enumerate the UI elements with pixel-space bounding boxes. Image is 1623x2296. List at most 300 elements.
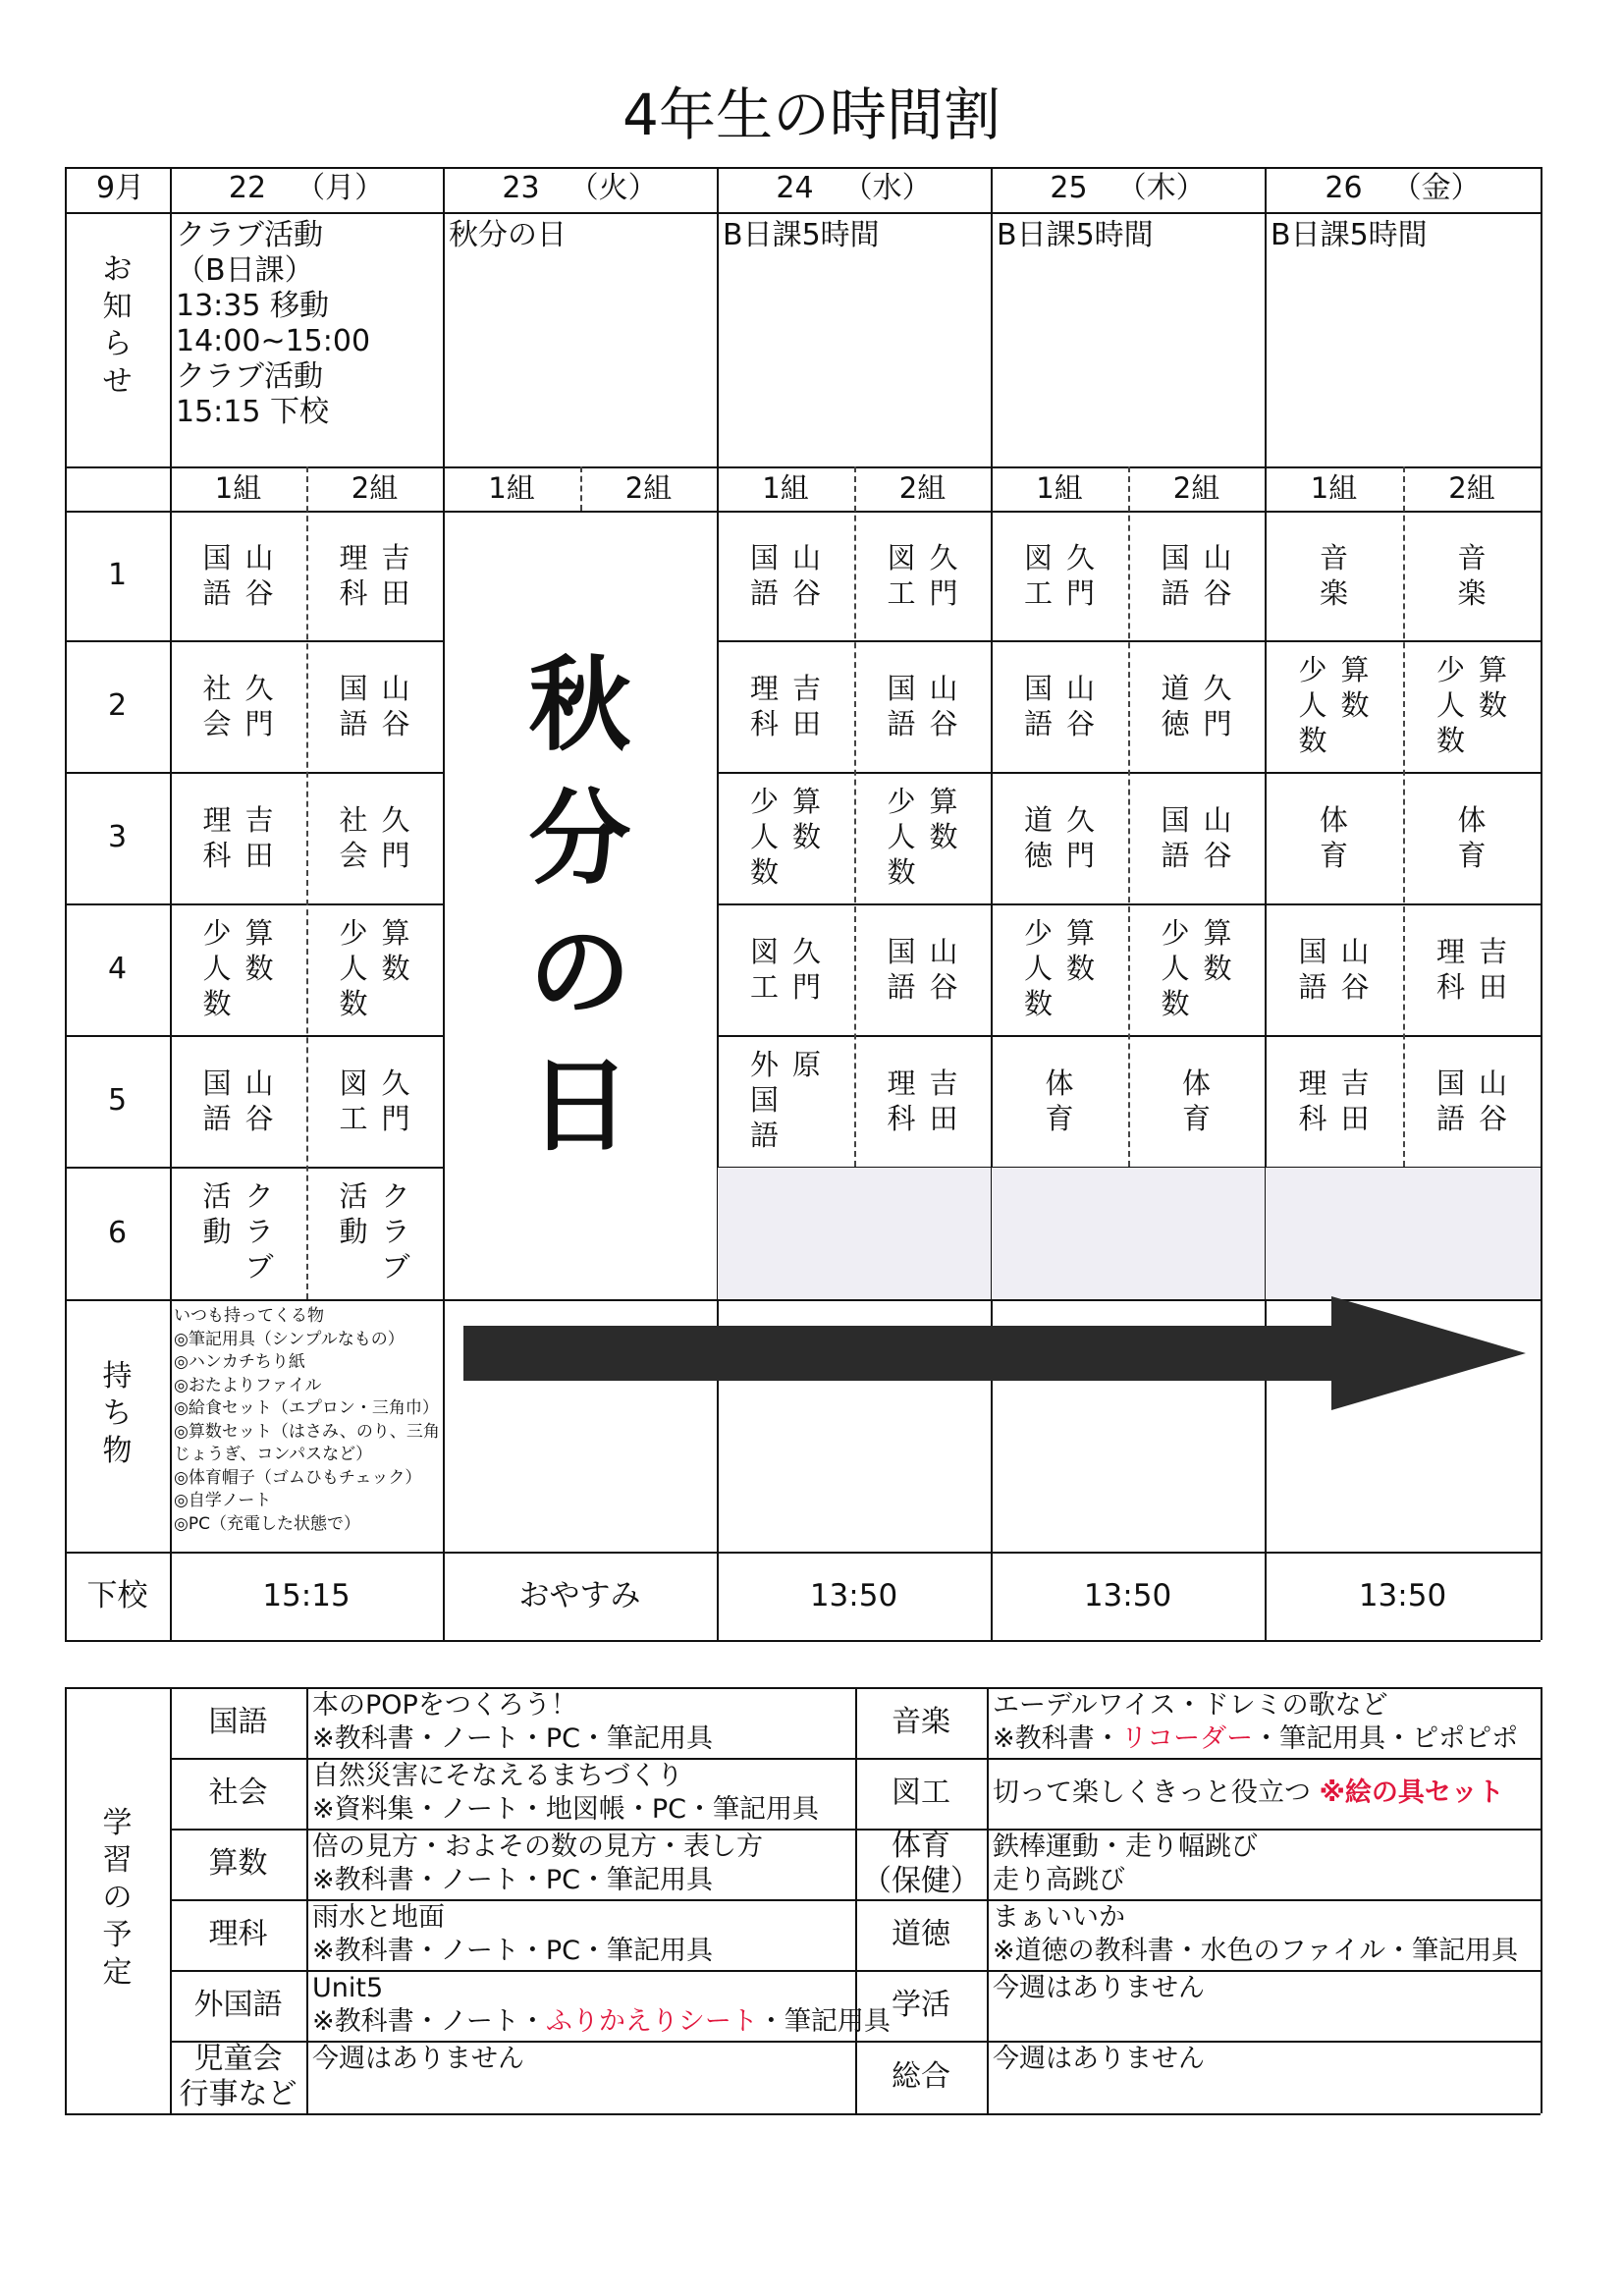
holiday-char: 日 [528, 1045, 631, 1166]
subject-char: 山 [244, 1066, 274, 1100]
subject-char: 門 [1066, 576, 1096, 610]
belongings-item: ◎自学ノート [174, 1491, 272, 1510]
subject-text-column [887, 540, 915, 611]
plan-subject-label [855, 2041, 987, 2113]
subject-char: 数 [792, 820, 822, 853]
subject-cell [1265, 772, 1403, 903]
subject-cell [717, 511, 854, 640]
subject-char: 語 [1435, 1102, 1465, 1135]
subject-char: 算 [929, 785, 958, 818]
subject-char: 谷 [792, 576, 822, 610]
grid-line [65, 2113, 1541, 2115]
plan-description [987, 2041, 1541, 2113]
subject-char: 国 [749, 1083, 779, 1117]
subject-text-column [930, 934, 958, 1005]
subject-char: 育 [1181, 1102, 1211, 1135]
day-date: 25 [1050, 171, 1088, 205]
subject-text-column [792, 784, 821, 854]
empty-period-cell [1266, 1168, 1541, 1299]
plan-subject-line: 社会 [208, 1776, 268, 1810]
subject-cell [306, 640, 443, 772]
subject-cell [717, 640, 854, 772]
plan-subject-label [855, 1899, 987, 1970]
subject-cell [306, 903, 443, 1035]
plan-description-line [993, 1935, 1541, 1968]
subject-char: 少 [1298, 653, 1327, 686]
subject-text-column [792, 934, 821, 1005]
notice-label-char: 知 [102, 290, 133, 324]
subject-char: 国 [1435, 1066, 1465, 1100]
subject-text-column [1479, 934, 1507, 1005]
subject-text-column [887, 671, 915, 741]
notice-cell [443, 212, 717, 466]
plan-description [306, 1687, 855, 1758]
subject-text-column [339, 1178, 367, 1249]
subject-cell [170, 1035, 306, 1167]
belongings-item: ◎算数セット（はさみ、のり、三角 [174, 1421, 440, 1442]
belongings-label-char: 持 [102, 1359, 133, 1394]
subject-cell [1265, 511, 1403, 640]
subject-char: 体 [1319, 803, 1348, 837]
subject-char: 人 [1161, 952, 1190, 985]
subject-text-column [1066, 540, 1095, 611]
subject-char: 数 [749, 855, 779, 889]
plan-description-line [312, 1760, 855, 1793]
subject-text-column [1024, 915, 1053, 1021]
subject-char: 体 [1045, 1066, 1074, 1100]
subject-char: 谷 [929, 707, 958, 740]
subject-char: 科 [749, 707, 779, 740]
subject-char: 育 [1045, 1102, 1074, 1135]
subject-char: 山 [1066, 672, 1096, 705]
subject-char: 語 [1023, 707, 1053, 740]
subject-char: 理 [202, 803, 232, 837]
plan-description-line [312, 1972, 855, 2005]
subject-text-column [1479, 652, 1507, 723]
subject-text-column [245, 1066, 274, 1136]
grid-line [65, 1640, 1541, 1642]
subject-char: ラ [244, 1215, 274, 1248]
subject-cell [991, 511, 1128, 640]
subject-text-column [1066, 915, 1095, 986]
subject-text-column [339, 540, 367, 611]
subject-char: 国 [887, 935, 916, 968]
plan-subject-text [892, 1988, 950, 2023]
subject-char: 語 [339, 707, 368, 740]
plan-description-text: 本のPOPをつくろう！ [312, 1690, 577, 1721]
month-label: 9月 [95, 171, 145, 205]
subject-char: 久 [1066, 541, 1096, 574]
subject-char: 数 [1479, 688, 1508, 722]
notice-cell [170, 212, 443, 466]
subject-text-column [245, 671, 274, 741]
subject-char: 谷 [1479, 1102, 1508, 1135]
belongings-list [170, 1299, 443, 1552]
plan-description-line [312, 2043, 855, 2076]
subject-char: 山 [929, 672, 958, 705]
plan-description-text: ※教科書・ノート・PC・筆記用具 [312, 1723, 713, 1754]
plan-subject-text [892, 1705, 950, 1740]
plan-subject-line: 国語 [208, 1705, 268, 1739]
plan-subject-line: 道徳 [892, 1917, 950, 1951]
notice-text: （B日課） [176, 253, 314, 288]
subject-char: 語 [1161, 576, 1190, 610]
subject-text-column [1024, 671, 1053, 741]
subject-cell [306, 772, 443, 903]
page-title: 4年生の時間割 [622, 82, 1001, 148]
subject-char: 山 [1340, 935, 1370, 968]
subject-cell [1403, 1035, 1541, 1167]
notice-label-char: ら [102, 327, 133, 361]
subject-char: 数 [1298, 724, 1327, 757]
subject-char: 少 [1023, 916, 1053, 950]
subject-char: 吉 [1340, 1066, 1370, 1100]
subject-char: ブ [244, 1250, 274, 1284]
plan-description-line [993, 1760, 1541, 1827]
subject-char: ブ [381, 1250, 410, 1284]
subject-char: 門 [1066, 839, 1096, 872]
subject-text-column [1182, 1066, 1211, 1136]
plan-description [987, 1829, 1541, 1899]
subject-char: 数 [887, 855, 916, 889]
subject-cell [854, 903, 991, 1035]
subject-char: 楽 [1457, 576, 1487, 610]
subject-char: 工 [749, 970, 779, 1004]
subject-text-column [382, 802, 410, 873]
plan-subject-text [862, 1829, 980, 1899]
subject-text-column [750, 540, 779, 611]
day-header [1265, 167, 1541, 212]
empty-period-cell [992, 1168, 1265, 1299]
subject-char: 門 [792, 970, 822, 1004]
class-group-label: 1組 [1036, 471, 1083, 505]
subject-char: 田 [1340, 1102, 1370, 1135]
subject-char: 社 [339, 803, 368, 837]
subject-cell [991, 772, 1128, 903]
study-plan-label-char: の [102, 1881, 133, 1915]
subject-char: 数 [1023, 987, 1053, 1020]
subject-text-column [1204, 540, 1232, 611]
subject-cell [1403, 772, 1541, 903]
notice-label-char: お [102, 252, 133, 287]
subject-char: 谷 [1203, 839, 1232, 872]
subject-char: 田 [1479, 970, 1508, 1004]
subject-text-column [1457, 540, 1486, 611]
plan-subject-line: 総合 [892, 2059, 950, 2094]
subject-char: 山 [244, 541, 274, 574]
subject-text-column [750, 934, 779, 1005]
subject-cell [854, 772, 991, 903]
subject-char: 久 [792, 935, 822, 968]
plan-subject-line: 外国語 [193, 1988, 283, 2022]
subject-text-column [1204, 671, 1232, 741]
subject-text-column [930, 784, 958, 854]
subject-char: ラ [381, 1215, 410, 1248]
subject-cell [717, 1035, 854, 1167]
subject-text-column [887, 934, 915, 1005]
subject-char: 図 [749, 935, 779, 968]
period-number: 4 [107, 952, 128, 986]
dismissal-time: おやすみ [518, 1578, 641, 1613]
subject-cell [1265, 1035, 1403, 1167]
subject-char: 数 [1066, 952, 1096, 985]
subject-char: 道 [1161, 672, 1190, 705]
subject-cell [717, 772, 854, 903]
subject-char: 人 [1023, 952, 1053, 985]
subject-char: 数 [339, 987, 368, 1020]
plan-subject-label [855, 1687, 987, 1758]
subject-text-column [1066, 671, 1095, 741]
subject-char: 理 [887, 1066, 916, 1100]
subject-text-column [750, 671, 779, 741]
subject-text-column [245, 802, 274, 873]
subject-char: 育 [1457, 839, 1487, 872]
day-date: 24 [776, 171, 814, 205]
subject-cell [170, 772, 306, 903]
belongings-label [65, 1358, 170, 1486]
plan-description [987, 1970, 1541, 2041]
day-weekday: （金） [1362, 171, 1481, 205]
study-plan-label [65, 1805, 170, 2001]
subject-text-column [1457, 802, 1486, 873]
subject-char: 図 [1023, 541, 1053, 574]
plan-subject-line: 行事など [179, 2077, 298, 2111]
plan-description-text: ※教科書・ノート・PC・筆記用具 [312, 1936, 713, 1966]
plan-subject-label [170, 1829, 306, 1899]
subject-cell [1265, 903, 1403, 1035]
plan-description-line [312, 1901, 855, 1935]
subject-char: 工 [887, 576, 916, 610]
dismissal-time: 15:15 [262, 1578, 351, 1613]
subject-text-column [1320, 802, 1348, 873]
subject-char: 国 [1161, 541, 1190, 574]
plan-description-text: リコーダー [1120, 1723, 1254, 1754]
subject-char: 徳 [1161, 707, 1190, 740]
subject-char: 少 [339, 916, 368, 950]
subject-char: 社 [202, 672, 232, 705]
subject-cell [170, 640, 306, 772]
notice-cell [717, 212, 991, 466]
subject-cell [991, 903, 1128, 1035]
plan-description-text: ※道徳の教科書・水色のファイル・筆記用具 [993, 1936, 1519, 1966]
subject-char: 数 [929, 820, 958, 853]
notice-text: 14:00~15:00 [176, 324, 371, 358]
subject-text-column [1436, 934, 1465, 1005]
plan-description-text: ※絵の具セット [1319, 1777, 1504, 1808]
subject-text-column [792, 540, 821, 611]
subject-text-column [339, 671, 367, 741]
subject-char: 数 [202, 987, 232, 1020]
subject-text-column [1341, 1066, 1370, 1136]
plan-subject-text [209, 1705, 268, 1740]
notice-label [65, 251, 170, 448]
plan-subject-label [170, 1899, 306, 1970]
subject-char: 谷 [244, 1102, 274, 1135]
subject-char: 理 [1435, 935, 1465, 968]
subject-text-column [339, 915, 367, 1021]
subject-char: 国 [1298, 935, 1327, 968]
day-weekday: （水） [813, 171, 932, 205]
subject-char: 動 [202, 1215, 232, 1248]
subject-text-column [792, 1047, 821, 1082]
subject-char: ク [244, 1179, 274, 1213]
subject-char: 科 [202, 839, 232, 872]
subject-char: 国 [202, 541, 232, 574]
subject-char: 国 [339, 672, 368, 705]
subject-cell [306, 511, 443, 640]
plan-subject-text [209, 1776, 268, 1811]
subject-char: 吉 [244, 803, 274, 837]
plan-description-line [993, 1864, 1541, 1897]
plan-description-text: まぁいいか [993, 1902, 1125, 1933]
subject-text-column [245, 540, 274, 611]
subject-cell [1128, 511, 1265, 640]
subject-char: 科 [1298, 1102, 1327, 1135]
plan-subject-label [170, 1970, 306, 2041]
plan-description-line [312, 1722, 855, 1756]
subject-char: 理 [749, 672, 779, 705]
plan-description-line [312, 1831, 855, 1864]
subject-char: 少 [887, 785, 916, 818]
class-group-label: 2組 [1172, 471, 1220, 505]
day-weekday: （木） [1087, 171, 1206, 205]
subject-char: 田 [792, 707, 822, 740]
plan-description-text: 倍の見方・およその数の見方・表し方 [312, 1831, 763, 1862]
plan-description-text: 鉄棒運動・走り幅跳び [993, 1831, 1258, 1862]
belongings-item: じょうぎ、コンパスなど） [174, 1445, 373, 1464]
subject-char: 科 [1435, 970, 1465, 1004]
subject-char: 図 [887, 541, 916, 574]
subject-char: 人 [202, 952, 232, 985]
subject-char: 山 [381, 672, 410, 705]
subject-cell [854, 1035, 991, 1167]
dismissal-time: 13:50 [1358, 1578, 1447, 1613]
plan-description-line [993, 1972, 1541, 2005]
subject-char: 吉 [929, 1066, 958, 1100]
plan-description-line [993, 1722, 1541, 1756]
subject-text-column [382, 1178, 410, 1285]
plan-subject-line: 算数 [208, 1846, 268, 1881]
subject-char: 語 [1298, 970, 1327, 1004]
subject-char: 吉 [792, 672, 822, 705]
class-group-label: 2組 [624, 471, 673, 505]
plan-subject-label [170, 1687, 306, 1758]
subject-text-column [382, 915, 410, 986]
subject-text-column [1161, 915, 1189, 1021]
subject-char: 算 [381, 916, 410, 950]
plan-description [306, 2041, 855, 2113]
plan-description-text: 今週はありません [312, 2044, 524, 2074]
plan-description-line [993, 1831, 1541, 1864]
notice-text: クラブ活動 [176, 359, 323, 394]
subject-char: 図 [339, 1066, 368, 1100]
plan-description-text: ・筆記用具・ピポピポ [1253, 1723, 1519, 1754]
subject-text-column [202, 671, 231, 741]
subject-char: 理 [1298, 1066, 1327, 1100]
subject-char: 算 [244, 916, 274, 950]
study-plan-label-char: 定 [102, 1955, 133, 1990]
subject-char: 谷 [244, 576, 274, 610]
subject-cell [1265, 640, 1403, 772]
subject-text-column [382, 540, 410, 611]
subject-text-column [1341, 652, 1370, 723]
belongings-label-char: ち [102, 1396, 133, 1431]
subject-text-column [245, 915, 274, 986]
subject-char: 語 [887, 707, 916, 740]
subject-text-column [202, 915, 231, 1021]
subject-char: 谷 [1340, 970, 1370, 1004]
plan-description-text: 雨水と地面 [312, 1902, 445, 1933]
subject-text-column [339, 802, 367, 873]
subject-cell [991, 640, 1128, 772]
subject-text-column [792, 671, 821, 741]
subject-cell [1128, 640, 1265, 772]
belongings-item: ◎ハンカチちり紙 [174, 1352, 305, 1372]
class-group-label: 2組 [898, 471, 947, 505]
plan-subject-line: 図工 [892, 1776, 950, 1810]
subject-char: 算 [792, 785, 822, 818]
plan-subject-label [855, 1758, 987, 1829]
subject-text-column [382, 671, 410, 741]
plan-subject-text [892, 1776, 950, 1811]
plan-subject-line: （保健） [862, 1864, 980, 1898]
plan-description-line [993, 2043, 1541, 2076]
subject-char: 谷 [1203, 576, 1232, 610]
plan-description-line [312, 2005, 891, 2039]
subject-cell [170, 511, 306, 640]
subject-char: 谷 [1066, 707, 1096, 740]
period-number: 6 [107, 1216, 128, 1250]
subject-text-column [1204, 915, 1232, 986]
subject-char: 久 [381, 803, 410, 837]
subject-text-column [1161, 671, 1189, 741]
subject-char: 語 [202, 576, 232, 610]
subject-char: 動 [339, 1215, 368, 1248]
subject-char: 楽 [1319, 576, 1348, 610]
subject-text-column [750, 784, 779, 890]
class-group-label: 1組 [488, 471, 535, 505]
plan-subject-text [209, 1917, 268, 1952]
period-number: 5 [107, 1083, 128, 1118]
subject-cell [1403, 511, 1541, 640]
subject-char: 久 [1203, 672, 1232, 705]
plan-description [306, 1899, 855, 1970]
day-weekday: （火） [539, 171, 658, 205]
plan-description [987, 1899, 1541, 1970]
subject-text-column [1479, 1066, 1507, 1136]
subject-char: 久 [244, 672, 274, 705]
plan-description-line [312, 1793, 855, 1827]
subject-text-column [382, 1066, 410, 1136]
subject-char: 工 [1023, 576, 1053, 610]
subject-char: 数 [1161, 987, 1190, 1020]
subject-char: 田 [929, 1102, 958, 1135]
grid-line [1541, 167, 1542, 1640]
period-number: 3 [107, 820, 128, 854]
subject-text-column [887, 784, 915, 890]
notice-label-char: せ [102, 364, 133, 399]
subject-char: 語 [202, 1102, 232, 1135]
subject-char: 科 [339, 576, 368, 610]
subject-text-column [1436, 1066, 1465, 1136]
subject-char: 徳 [1023, 839, 1053, 872]
subject-char: 人 [339, 952, 368, 985]
plan-description [987, 1687, 1541, 1758]
subject-char: 田 [244, 839, 274, 872]
belongings-item: ◎おたよりファイル [174, 1375, 322, 1395]
subject-char: 山 [792, 541, 822, 574]
subject-char: 会 [339, 839, 368, 872]
